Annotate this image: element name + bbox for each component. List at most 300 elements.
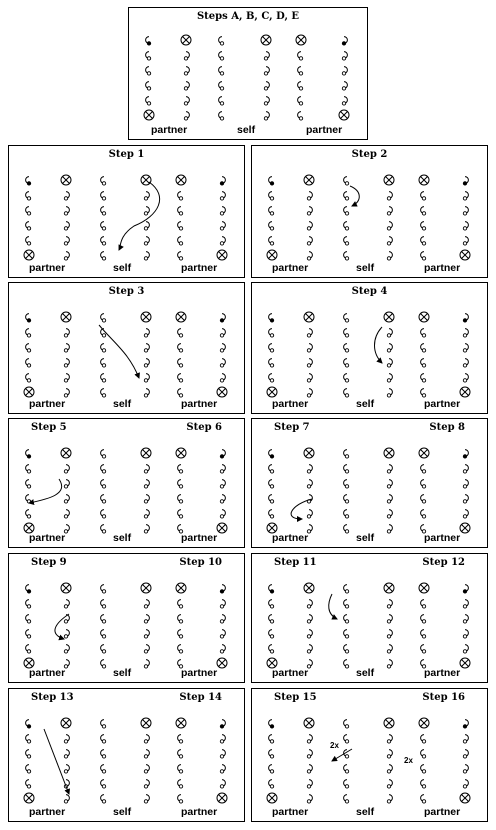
- ring-dot: [64, 650, 67, 653]
- ring-dot: [144, 800, 147, 803]
- panel-title-right: Step 14: [179, 692, 222, 703]
- ring-dot: [345, 182, 348, 185]
- label-self: self: [356, 667, 375, 679]
- ring-dot: [307, 650, 310, 653]
- ring-dot: [270, 635, 273, 638]
- panel-title: Step 2: [351, 149, 388, 160]
- panel-step-3: [8, 282, 245, 414]
- crossed-circle-icon: [267, 793, 277, 803]
- crossed-circle-icon: [24, 793, 34, 803]
- ring-dot: [220, 500, 223, 503]
- ring-dot: [345, 620, 348, 623]
- ring-dot: [342, 72, 345, 75]
- crossed-circle-icon: [141, 312, 151, 322]
- ring-dot: [270, 242, 273, 245]
- crossed-circle-icon: [267, 387, 277, 397]
- label-partner-left: partner: [272, 806, 309, 818]
- ring-dot: [422, 257, 425, 260]
- ring-dot: [179, 257, 182, 260]
- ring-dot: [270, 755, 273, 758]
- crossed-circle-icon: [304, 175, 314, 185]
- diagram-step-4: [252, 283, 489, 415]
- crossed-circle-icon: [217, 387, 227, 397]
- label-rep-right: 2x: [404, 756, 413, 765]
- ring-dot: [179, 785, 182, 788]
- ring-dot: [27, 227, 30, 230]
- ring-dot: [184, 117, 187, 120]
- ring-dot: [64, 257, 67, 260]
- ring-dot: [345, 650, 348, 653]
- ring-dot: [463, 620, 466, 623]
- ring-dot: [387, 349, 390, 352]
- ring-dot: [387, 800, 390, 803]
- ring-dot: [422, 785, 425, 788]
- crossed-circle-icon: [217, 523, 227, 533]
- ring-dot: [102, 725, 105, 728]
- ring-dot: [179, 364, 182, 367]
- label-self: self: [356, 532, 375, 544]
- ring-dot: [102, 182, 105, 185]
- ring-dot: [179, 515, 182, 518]
- ring-dot: [27, 379, 30, 382]
- ring-dot: [387, 635, 390, 638]
- ring-dot: [387, 650, 390, 653]
- ring-dot: [345, 227, 348, 230]
- panel-title: Step 4: [351, 286, 388, 297]
- ring-dot: [144, 242, 147, 245]
- crossed-circle-icon: [304, 718, 314, 728]
- ring-dot: [144, 212, 147, 215]
- ring-dot: [422, 500, 425, 503]
- ring-dot: [463, 379, 466, 382]
- crossed-circle-icon: [144, 110, 154, 120]
- ring-dot: [179, 197, 182, 200]
- label-self: self: [113, 532, 132, 544]
- ring-dot: [179, 394, 182, 397]
- ring-dot: [270, 740, 273, 743]
- ring-dot: [270, 470, 273, 473]
- crossed-circle-icon: [460, 658, 470, 668]
- label-partner-left: partner: [29, 532, 66, 544]
- ring-dot: [345, 197, 348, 200]
- ring-dot: [463, 227, 466, 230]
- ring-dot: [102, 334, 105, 337]
- ring-dot: [264, 72, 267, 75]
- label-partner-right: partner: [181, 262, 218, 274]
- ring-dot: [102, 800, 105, 803]
- ring-dot: [179, 242, 182, 245]
- ring-dot: [345, 394, 348, 397]
- diagram-step-15-16: [252, 689, 489, 823]
- crossed-circle-icon: [384, 448, 394, 458]
- ring-dot: [299, 102, 302, 105]
- crossed-circle-icon: [61, 312, 71, 322]
- ring-dot: [220, 485, 223, 488]
- ring-dot: [220, 379, 223, 382]
- crossed-circle-icon: [419, 448, 429, 458]
- label-partner-left: partner: [272, 667, 309, 679]
- ring-dot: [270, 485, 273, 488]
- ring-dot: [220, 785, 223, 788]
- ring-dot: [179, 755, 182, 758]
- ring-dot: [179, 620, 182, 623]
- ring-dot: [144, 650, 147, 653]
- ring-dot: [345, 470, 348, 473]
- crossed-circle-icon: [181, 35, 191, 45]
- ring-dot: [270, 770, 273, 773]
- ring-dot: [220, 349, 223, 352]
- crossed-circle-icon: [61, 583, 71, 593]
- ring-dot: [307, 349, 310, 352]
- ring-dot: [387, 212, 390, 215]
- ring-dot: [102, 530, 105, 533]
- ring-dot: [387, 227, 390, 230]
- ring-dot: [147, 57, 150, 60]
- label-partner-right: partner: [181, 806, 218, 818]
- label-partner-left: partner: [272, 262, 309, 274]
- ring-dot: [270, 334, 273, 337]
- move-arrow: [119, 182, 160, 250]
- label-partner-left: partner: [29, 262, 66, 274]
- ring-dot: [307, 800, 310, 803]
- ring-dot: [387, 394, 390, 397]
- ring-dot: [422, 227, 425, 230]
- ring-dot: [220, 242, 223, 245]
- ring-dot: [64, 800, 67, 803]
- label-self: self: [356, 262, 375, 274]
- crossed-circle-icon: [419, 718, 429, 728]
- label-self: self: [113, 398, 132, 410]
- ring-dot: [27, 319, 30, 322]
- ring-dot: [144, 394, 147, 397]
- ring-dot: [345, 515, 348, 518]
- ring-dot: [463, 197, 466, 200]
- ring-dot: [102, 319, 105, 322]
- ring-dot: [102, 755, 105, 758]
- move-arrow: [329, 594, 337, 619]
- label-partner-right: partner: [424, 262, 461, 274]
- ring-dot: [102, 349, 105, 352]
- ring-dot: [220, 770, 223, 773]
- ring-dot: [64, 364, 67, 367]
- ring-dot: [463, 755, 466, 758]
- ring-dot: [463, 785, 466, 788]
- ring-dot: [345, 242, 348, 245]
- ring-dot: [220, 455, 223, 458]
- ring-dot: [27, 725, 30, 728]
- ring-dot: [422, 212, 425, 215]
- panel-step-7-8: [251, 418, 488, 548]
- ring-dot: [144, 197, 147, 200]
- panel-step-11-12: [251, 553, 488, 683]
- ring-dot: [64, 485, 67, 488]
- crossed-circle-icon: [304, 312, 314, 322]
- ring-dot: [264, 102, 267, 105]
- crossed-circle-icon: [61, 175, 71, 185]
- ring-dot: [307, 620, 310, 623]
- ring-dot: [179, 227, 182, 230]
- ring-dot: [345, 319, 348, 322]
- ring-dot: [270, 212, 273, 215]
- crossed-circle-icon: [141, 718, 151, 728]
- ring-dot: [102, 665, 105, 668]
- ring-dot: [102, 605, 105, 608]
- ring-dot: [270, 227, 273, 230]
- panel-title-right: Step 16: [422, 692, 465, 703]
- ring-dot: [184, 72, 187, 75]
- ring-dot: [387, 605, 390, 608]
- ring-dot: [463, 349, 466, 352]
- panel-step-9-10: [8, 553, 245, 683]
- ring-dot: [387, 665, 390, 668]
- crossed-circle-icon: [384, 312, 394, 322]
- ring-dot: [270, 364, 273, 367]
- panel-title-left: Step 7: [274, 422, 310, 433]
- panel-title-left: Step 5: [31, 422, 67, 433]
- ring-dot: [270, 182, 273, 185]
- ring-dot: [220, 57, 223, 60]
- ring-dot: [27, 197, 30, 200]
- ring-dot: [102, 650, 105, 653]
- crossed-circle-icon: [176, 448, 186, 458]
- crossed-circle-icon: [460, 387, 470, 397]
- crossed-circle-icon: [141, 583, 151, 593]
- move-arrow: [375, 327, 383, 363]
- crossed-circle-icon: [419, 583, 429, 593]
- ring-dot: [147, 87, 150, 90]
- ring-dot: [345, 725, 348, 728]
- ring-dot: [422, 242, 425, 245]
- ring-dot: [144, 605, 147, 608]
- panel-step-13-14: [8, 688, 245, 822]
- ring-dot: [345, 500, 348, 503]
- ring-dot: [102, 242, 105, 245]
- crossed-circle-icon: [384, 175, 394, 185]
- ring-dot: [102, 470, 105, 473]
- crossed-circle-icon: [176, 718, 186, 728]
- crossed-circle-icon: [61, 718, 71, 728]
- ring-dot: [463, 455, 466, 458]
- ring-dot: [422, 349, 425, 352]
- ring-dot: [27, 212, 30, 215]
- ring-dot: [270, 379, 273, 382]
- panel-title-left: Step 13: [31, 692, 74, 703]
- ring-dot: [220, 227, 223, 230]
- ring-dot: [102, 455, 105, 458]
- ring-dot: [387, 770, 390, 773]
- ring-dot: [463, 650, 466, 653]
- label-partner-right: partner: [424, 398, 461, 410]
- ring-dot: [422, 620, 425, 623]
- panel-title-right: Step 12: [422, 557, 465, 568]
- ring-dot: [307, 334, 310, 337]
- ring-dot: [27, 364, 30, 367]
- label-partner-left: partner: [272, 398, 309, 410]
- ring-dot: [307, 515, 310, 518]
- ring-dot: [27, 785, 30, 788]
- ring-dot: [27, 770, 30, 773]
- ring-dot: [220, 590, 223, 593]
- ring-dot: [463, 319, 466, 322]
- ring-dot: [102, 620, 105, 623]
- label-partner-left: partner: [29, 667, 66, 679]
- move-arrow: [350, 186, 359, 206]
- ring-dot: [387, 740, 390, 743]
- panel-step-2: [251, 145, 488, 278]
- ring-dot: [64, 620, 67, 623]
- crossed-circle-icon: [304, 448, 314, 458]
- crossed-circle-icon: [24, 250, 34, 260]
- ring-dot: [220, 72, 223, 75]
- ring-dot: [422, 364, 425, 367]
- ring-dot: [345, 590, 348, 593]
- ring-dot: [307, 227, 310, 230]
- ring-dot: [144, 665, 147, 668]
- ring-dot: [102, 515, 105, 518]
- ring-dot: [270, 500, 273, 503]
- ring-dot: [64, 635, 67, 638]
- ring-dot: [220, 605, 223, 608]
- ring-dot: [220, 740, 223, 743]
- ring-dot: [144, 740, 147, 743]
- ring-dot: [64, 605, 67, 608]
- ring-dot: [270, 349, 273, 352]
- panel-step-1: [8, 145, 245, 278]
- ring-dot: [342, 42, 345, 45]
- ring-dot: [270, 605, 273, 608]
- ring-dot: [220, 725, 223, 728]
- ring-dot: [64, 349, 67, 352]
- ring-dot: [387, 379, 390, 382]
- ring-dot: [102, 394, 105, 397]
- ring-dot: [220, 117, 223, 120]
- ring-dot: [422, 635, 425, 638]
- ring-dot: [345, 379, 348, 382]
- ring-dot: [422, 755, 425, 758]
- ring-dot: [102, 379, 105, 382]
- ring-dot: [179, 800, 182, 803]
- diagram-step-7-8: [252, 419, 489, 549]
- label-partner-left: partner: [29, 806, 66, 818]
- ring-dot: [27, 334, 30, 337]
- ring-dot: [64, 755, 67, 758]
- ring-dot: [463, 515, 466, 518]
- ring-dot: [387, 500, 390, 503]
- ring-dot: [387, 755, 390, 758]
- label-partner-left: partner: [29, 398, 66, 410]
- crossed-circle-icon: [176, 175, 186, 185]
- ring-dot: [345, 257, 348, 260]
- ring-dot: [387, 334, 390, 337]
- ring-dot: [307, 470, 310, 473]
- ring-dot: [27, 470, 30, 473]
- ring-dot: [64, 242, 67, 245]
- ring-dot: [179, 635, 182, 638]
- ring-dot: [179, 334, 182, 337]
- ring-dot: [345, 755, 348, 758]
- ring-dot: [307, 364, 310, 367]
- panel-title-left: Step 15: [274, 692, 317, 703]
- ring-dot: [27, 635, 30, 638]
- ring-dot: [64, 197, 67, 200]
- ring-dot: [102, 590, 105, 593]
- ring-dot: [463, 590, 466, 593]
- ring-dot: [264, 87, 267, 90]
- panel-step-15-16: [251, 688, 488, 822]
- ring-dot: [345, 334, 348, 337]
- ring-dot: [102, 212, 105, 215]
- label-self: self: [356, 806, 375, 818]
- crossed-circle-icon: [339, 110, 349, 120]
- ring-dot: [422, 470, 425, 473]
- ring-dot: [144, 515, 147, 518]
- ring-dot: [307, 212, 310, 215]
- ring-dot: [179, 605, 182, 608]
- ring-dot: [422, 515, 425, 518]
- ring-dot: [342, 87, 345, 90]
- ring-dot: [270, 785, 273, 788]
- diagram-step-9-10: [9, 554, 246, 684]
- ring-dot: [184, 57, 187, 60]
- ring-dot: [179, 770, 182, 773]
- ring-dot: [345, 485, 348, 488]
- ring-dot: [144, 530, 147, 533]
- diagram-step-2: [252, 146, 489, 279]
- ring-dot: [27, 620, 30, 623]
- ring-dot: [102, 227, 105, 230]
- ring-dot: [184, 87, 187, 90]
- diagram-steps-a-e: [129, 8, 369, 141]
- ring-dot: [144, 349, 147, 352]
- label-partner-right: partner: [181, 398, 218, 410]
- crossed-circle-icon: [296, 35, 306, 45]
- ring-dot: [307, 197, 310, 200]
- crossed-circle-icon: [217, 658, 227, 668]
- ring-dot: [64, 500, 67, 503]
- ring-dot: [179, 379, 182, 382]
- ring-dot: [422, 485, 425, 488]
- ring-dot: [307, 394, 310, 397]
- ring-dot: [102, 257, 105, 260]
- ring-dot: [64, 515, 67, 518]
- ring-dot: [179, 470, 182, 473]
- ring-dot: [270, 620, 273, 623]
- ring-dot: [220, 182, 223, 185]
- ring-dot: [144, 500, 147, 503]
- crossed-circle-icon: [419, 175, 429, 185]
- label-self: self: [113, 262, 132, 274]
- ring-dot: [147, 102, 150, 105]
- diagram-step-1: [9, 146, 246, 279]
- ring-dot: [64, 470, 67, 473]
- ring-dot: [307, 257, 310, 260]
- ring-dot: [307, 785, 310, 788]
- ring-dot: [64, 227, 67, 230]
- ring-dot: [220, 87, 223, 90]
- ring-dot: [387, 515, 390, 518]
- ring-dot: [270, 319, 273, 322]
- diagram-step-5-6: [9, 419, 246, 549]
- ring-dot: [463, 485, 466, 488]
- diagram-step-3: [9, 283, 246, 415]
- ring-dot: [144, 334, 147, 337]
- ring-dot: [220, 755, 223, 758]
- ring-dot: [179, 500, 182, 503]
- ring-dot: [27, 242, 30, 245]
- panel-title-right: Step 6: [186, 422, 222, 433]
- panel-title: Step 3: [108, 286, 145, 297]
- ring-dot: [220, 635, 223, 638]
